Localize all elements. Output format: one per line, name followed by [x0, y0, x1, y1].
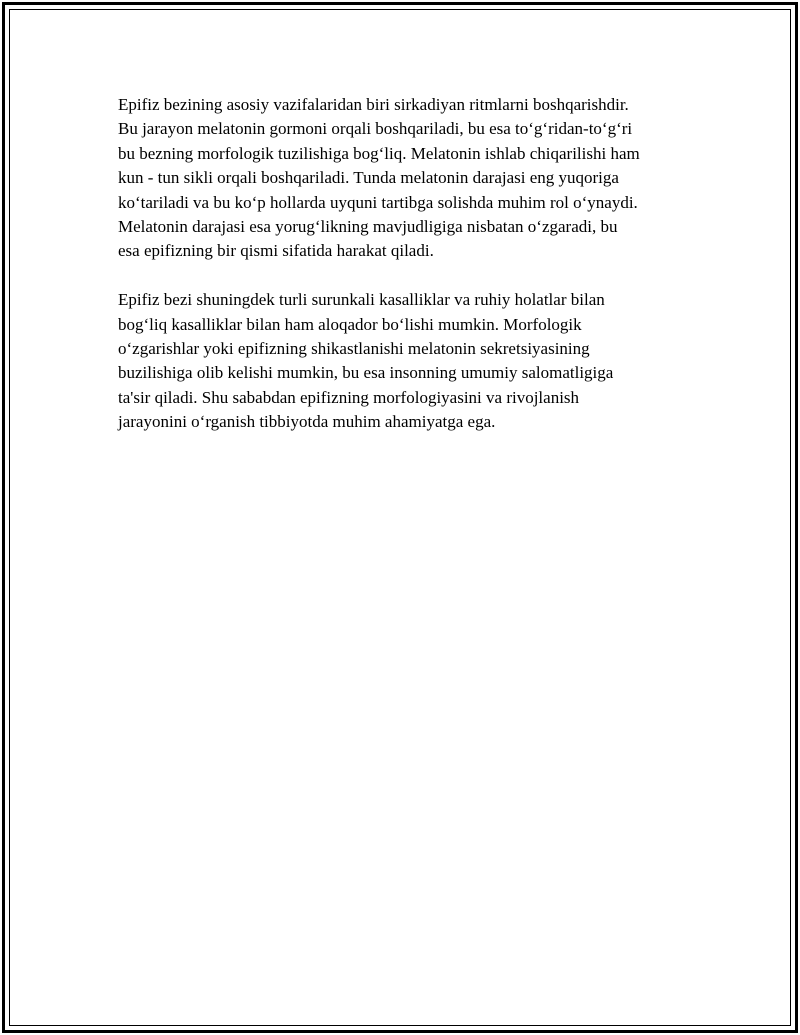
paragraph-2: Epifiz bezi shuningdek turli surunkali kasalliklar va ruhiy holatlar bilan bog‘liq kasalliklar bilan ham aloqador bo‘lishi mumkin. Morfologik o‘zgarishlar yoki epifizning shikastlanishi melatonin sekretsiyasining buzilishiga olib kelishi mumkin, bu esa insonning umumiy salomatligiga ta'sir qiladi. Shu sababdan epifizning morfologiyasini va rivojlanish jarayonini o‘rganish tibbiyotda muhim ahamiyatga ega.	[118, 290, 614, 432]
paragraph-1: Epifiz bezining asosiy vazifalaridan biri sirkadiyan ritmlarni boshqarishdir. Bu jarayon melatonin gormoni orqali boshqariladi, bu esa to‘g‘ridan-to‘g‘ri bu bezning morfologik tuzilishiga bog‘liq. Melatonin ishlab chiqarilishi ham kun - tun sikli orqali boshqariladi. Tunda melatonin darajasi eng yuqoriga ko‘tariladi va bu ko‘p hollarda uyquni tartibga solishda muhim rol o‘ynaydi. Melatonin darajasi esa yorug‘likning mavjudligiga nisbatan o‘zgaradi, bu esa epifizning bir qismi sifatida harakat qiladi.	[118, 95, 640, 261]
document-body	[118, 93, 698, 435]
